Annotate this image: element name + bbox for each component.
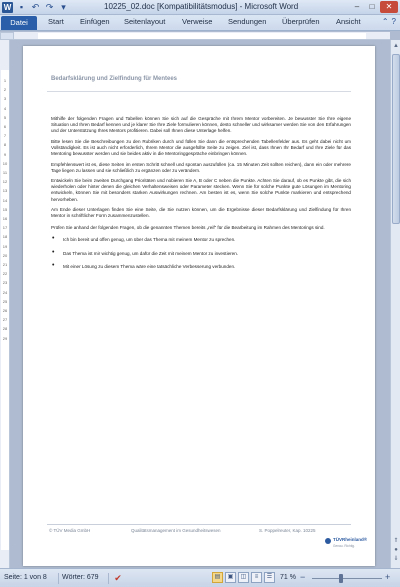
zoom-slider[interactable] (312, 578, 382, 579)
ruler-text-area (38, 33, 366, 39)
paragraph: Empfehlenswert ist es, diese Seiten im ersten Schritt schnell und spontan auszufüllen (ca. 15 Minuten Zeit sollten reichen), dann ein oder mehrere Tage liegen zu lassen und sie schließlich zu ergänzen oder zu verändern. (51, 161, 351, 173)
ruler-number: 13 (2, 188, 8, 194)
ruler-number: 18 (2, 234, 8, 240)
ruler-number: 1 (3, 78, 7, 83)
heading-divider (47, 91, 351, 92)
tab-datei[interactable]: Datei (1, 16, 37, 30)
ruler-number: 11 (2, 170, 8, 176)
ruler-number: 21 (2, 262, 8, 268)
tab-ansicht[interactable]: Ansicht (336, 17, 361, 26)
outline-icon[interactable]: ≡ (251, 572, 262, 583)
window-title: 10225_02.doc [Kompatibilitätsmodus] - Microsoft Word (104, 2, 299, 11)
ruler-number: 3 (3, 96, 7, 102)
paragraph: Am Ende dieser Unterlagen finden Sie eine Seite, die Sie nutzen können, um die Ergebnisse dieser Bedarfsklärung und Zielfindung für Ihren Mentor in schriftlicher Form zusammenzustellen. (51, 207, 351, 219)
footer-copyright: © TÜV Media GmbH (49, 528, 91, 533)
list-item: • Das Thema ist mir wichtig genug, um dafür die Zeit mit meinem Mentor zu investieren. (51, 251, 351, 257)
tab-ueberpruefen[interactable]: Überprüfen (282, 17, 320, 26)
page-counter[interactable]: Seite: 1 von 8 (4, 574, 47, 581)
word-count[interactable]: Wörter: 679 (62, 574, 99, 581)
status-bar (0, 568, 400, 587)
proofing-icon[interactable]: ✔ (114, 573, 122, 583)
paragraph: Entwickeln Sie beim zweiten Durchgang Prioritäten und nobieren Sie A, B oder C neben die Punkte. Achten Sie darauf, ob es Punkte gibt, die sich wiederholen oder hinter denen die gleichen Verhaltensweisen oder Parameter stecken. Wenn Sie für solche Punkte gute Lösungen im Mentoring entwickeln, können Sie mit besonders starken Auswirkungen rechnen. Am besten ist es, wenn Sie solche Punkte markieren und entsprechend hervorheben. (51, 178, 351, 202)
tuv-mark-icon (325, 538, 331, 544)
web-layout-icon[interactable]: ◫ (238, 572, 249, 583)
quick-access-toolbar (2, 1, 69, 14)
ruler-number: 15 (2, 206, 8, 212)
tab-seitenlayout[interactable]: Seitenlayout (124, 17, 166, 26)
word-icon[interactable]: W (3, 3, 12, 12)
minimize-button[interactable]: – (354, 2, 360, 11)
ruler-number: 6 (3, 124, 7, 130)
ruler-number: 19 (2, 243, 8, 249)
next-page-icon[interactable]: ⇓ (393, 556, 399, 562)
tab-verweise[interactable]: Verweise (182, 17, 213, 26)
status-divider (108, 573, 109, 584)
vertical-scrollbar[interactable] (390, 40, 400, 568)
ruler-number: 7 (3, 133, 7, 139)
ruler-number: 16 (2, 216, 8, 222)
collapse-icon[interactable]: ⌃ (381, 17, 389, 26)
ruler-number: 20 (2, 252, 8, 258)
tab-einfuegen[interactable]: Einfügen (80, 17, 110, 26)
tuv-logo (325, 537, 368, 553)
document-workspace[interactable] (11, 40, 389, 568)
previous-page-icon[interactable]: ⇑ (393, 538, 399, 544)
window-controls (350, 1, 398, 13)
ribbon-tabs (0, 15, 400, 31)
ruler-number: 8 (3, 142, 7, 148)
list-item: • Mit einer Lösung zu diesem Thema wäre eine tatsächliche Verbesserung verbunden. (51, 264, 351, 270)
print-layout-icon[interactable]: ▤ (212, 572, 223, 583)
footer-author: S. Poppelreuter, Kap. 10225 (259, 528, 316, 533)
zoom-slider-thumb[interactable] (339, 574, 343, 583)
title-bar (0, 0, 400, 15)
save-icon[interactable]: ▪ (19, 2, 24, 12)
ruler-number: 9 (3, 151, 7, 157)
ribbon-right-controls (382, 17, 396, 26)
paragraph: Bitte lesen Sie die Beschreibungen zu den Rubriken durch und füllen Sie dann die entsprechenden Tabellenfelder aus. Es geht dabei nicht um Vollständigkeit. Es ist auch nicht erforderlich, Ihrem Mentor die ausgefüllte Seite zu zeigen. Ziel ist, dass Ihnen Ihr Bedarf und Ihre Ziele für das Mentoring bewusster werden und sie beides aktiv in die Mentoringgespräche einbringen können. (51, 138, 351, 156)
ruler-number: 4 (3, 105, 7, 111)
tuv-logo-tagline: Genau. Richtig. (333, 544, 355, 548)
ruler-number: 17 (2, 225, 8, 231)
ruler-number: 29 (2, 335, 8, 341)
zoom-out-icon[interactable]: − (300, 572, 306, 582)
zoom-level[interactable]: 71 % (280, 574, 296, 581)
undo-icon[interactable]: ↶ (31, 2, 40, 12)
scroll-thumb[interactable] (392, 54, 400, 224)
ruler-number: 24 (2, 289, 8, 295)
ruler-number: 28 (2, 326, 8, 332)
footer-divider (47, 524, 351, 525)
ruler-number: 26 (2, 308, 8, 314)
ruler-number: 10 (2, 160, 8, 166)
redo-icon[interactable]: ↷ (45, 2, 54, 12)
bullet-list (51, 237, 351, 269)
document-page[interactable] (23, 46, 375, 566)
paragraph: Mithilfe der folgenden Fragen und Tabellen können Sie sich auf die Gespräche mit Ihrem Mentor vorbereiten. Je bewusster Sie Ihre eigene Situation und Ihren Bedarf kennen und je klarer Sie Ihre Ziele formulieren können, desto schneller und wirksamer werden Sie von den Erfahrungen und der Unterstützung Ihres Mentors profitieren. Dabei soll Ihnen diese Unterlage helfen. (51, 116, 351, 134)
ruler-number: 27 (2, 317, 8, 323)
ruler-number: 22 (2, 271, 8, 277)
document-body[interactable] (51, 116, 351, 277)
zoom-in-icon[interactable]: + (385, 572, 391, 582)
close-button[interactable]: ✕ (380, 1, 398, 13)
ruler-tab-selector[interactable] (0, 32, 14, 40)
customize-icon[interactable]: ▾ (61, 2, 66, 12)
ruler-number: 12 (2, 179, 8, 185)
browse-object-icon[interactable]: ● (394, 547, 398, 553)
ruler-number: 25 (2, 298, 8, 304)
ruler-number: 14 (2, 197, 8, 203)
scroll-up-icon[interactable]: ▲ (393, 43, 399, 49)
ruler-number: 2 (3, 87, 7, 93)
help-icon[interactable]: ? (391, 17, 396, 26)
maximize-button[interactable]: □ (369, 2, 375, 11)
horizontal-ruler[interactable] (14, 32, 390, 40)
ruler-numbers (0, 76, 10, 343)
view-buttons (212, 572, 275, 583)
tuv-logo-name: TÜVRheinland® (333, 537, 368, 542)
ruler-number: 23 (2, 280, 8, 286)
tab-start[interactable]: Start (48, 17, 64, 26)
full-screen-icon[interactable]: ▣ (225, 572, 236, 583)
ruler-number: 5 (3, 114, 7, 120)
document-heading: Bedarfsklärung und Zielfindung für Mentees (51, 76, 178, 82)
draft-icon[interactable]: ☰ (264, 572, 275, 583)
paragraph: Prüfen Sie anhand der folgenden Fragen, ob die genannten Themen bereits „reif“ für die Bearbeitung im Rahmen des Mentorings sind. (51, 225, 325, 231)
tab-sendungen[interactable]: Sendungen (228, 17, 267, 26)
status-divider (58, 573, 59, 584)
footer-title: Qualitätsmanagement im Gesundheitswesen (131, 528, 221, 533)
list-item: • Ich bin bereit und offen genug, um über das Thema mit meinem Mentor zu sprechen. (51, 237, 351, 243)
vertical-ruler[interactable] (0, 40, 10, 568)
